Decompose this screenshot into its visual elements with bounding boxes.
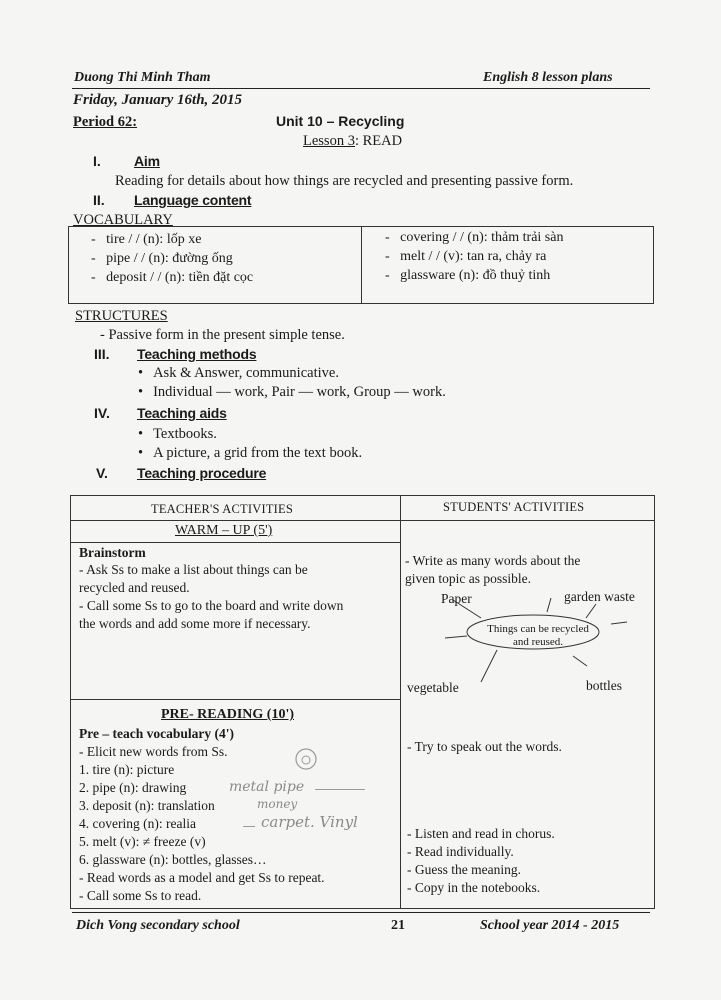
warmup-student-line: given topic as possible.: [405, 571, 531, 586]
lesson-label: Lesson 3: [303, 133, 355, 149]
subject-name: English 8 lesson plans: [483, 70, 613, 85]
warmup-teacher-line: the words and add some more if necessary.: [79, 616, 311, 631]
vocab-item-text: melt / / (v): tan ra, chảy ra: [400, 249, 547, 264]
author-name: Duong Thi Minh Tham: [74, 70, 211, 85]
page-number: 21: [391, 918, 405, 933]
aids-item: • A picture, a grid from the text book.: [138, 445, 362, 462]
lesson-title: [303, 133, 402, 150]
procedure-number: V.: [96, 465, 108, 481]
methods-heading: Teaching methods: [137, 346, 257, 362]
handwritten-dash: [315, 789, 365, 790]
preteach-item: 6. glassware (n): bottles, glasses…: [79, 852, 267, 867]
table-header-rule: [71, 520, 654, 521]
prereading-rule: [71, 699, 400, 700]
handwritten-note: metal pipe: [229, 779, 305, 795]
vocab-item-text: glassware (n): đồ thuỷ tinh: [400, 268, 551, 283]
vocab-item: - deposit / / (n): tiền đặt cọc: [91, 270, 254, 285]
vocab-item: - tire / / (n): lốp xe: [91, 232, 202, 247]
prereading-title: PRE- READING (10'): [161, 707, 294, 722]
footer-rule: [72, 912, 650, 913]
preteach-item: 3. deposit (n): translation: [79, 798, 215, 813]
word-map-center-line: and reused.: [512, 636, 564, 648]
aim-heading: Aim: [134, 153, 160, 169]
word-map-word: vegetable: [407, 680, 459, 695]
structures-label: STRUCTURES: [75, 308, 168, 324]
aids-item: • Textbooks.: [138, 426, 217, 443]
preteach-item: 2. pipe (n): drawing: [79, 780, 187, 795]
vocab-item: - glassware (n): đồ thuỷ tinh: [385, 268, 551, 283]
language-number: II.: [93, 192, 105, 208]
preteach-item: 4. covering (n): realia: [79, 816, 196, 831]
aids-number: IV.: [94, 405, 110, 421]
word-map-spoke: [573, 656, 587, 666]
handwritten-note: carpet. Vinyl: [261, 813, 358, 831]
preteach-item: - Call some Ss to read.: [79, 888, 202, 903]
table-column-divider: [400, 496, 401, 908]
vocab-item-text: tire / / (n): lốp xe: [106, 232, 202, 247]
word-map-spoke: [547, 598, 551, 612]
warmup-student-line: - Write as many words about the: [405, 553, 581, 568]
handwritten-note: money: [257, 797, 298, 811]
procedure-heading: Teaching procedure: [137, 465, 267, 481]
handwritten-circle-mark: [293, 746, 319, 772]
unit-title: Unit 10 – Recycling: [276, 113, 405, 129]
warmup-teacher-line: recycled and reused.: [79, 580, 190, 595]
vocab-item-text: covering / / (n): thảm trải sàn: [400, 230, 564, 245]
word-map-word: garden waste: [564, 589, 635, 604]
footer-school: Dich Vong secondary school: [76, 918, 240, 933]
preteach-item: 5. melt (v): ≠ freeze (v): [79, 834, 206, 849]
aim-text: Reading for details about how things are recycled and presenting passive form.: [115, 173, 574, 189]
brainstorm-label: Brainstorm: [79, 545, 146, 560]
vocab-item: - melt / / (v): tan ra, chảy ra: [385, 249, 547, 264]
vocab-item: - covering / / (n): thảm trải sàn: [385, 230, 564, 245]
preteach-item: - Read words as a model and get Ss to repeat.: [79, 870, 325, 885]
aim-number: I.: [93, 153, 101, 169]
aids-heading: Teaching aids: [137, 405, 227, 421]
vocabulary-divider: [361, 227, 362, 303]
header-rule: [72, 88, 650, 89]
vocabulary-table: [68, 226, 654, 304]
word-map-spoke: [481, 650, 497, 682]
word-map-center: [476, 623, 600, 649]
warmup-rule: [71, 542, 400, 543]
warmup-teacher-line: - Ask Ss to make a list about things can be: [79, 562, 308, 577]
student-activities-header: STUDENTS' ACTIVITIES: [443, 500, 585, 514]
language-heading: Language content: [134, 192, 252, 208]
prereading-student-line: - Copy in the notebooks.: [407, 880, 541, 895]
preteach-item: 1. tire (n): picture: [79, 762, 175, 777]
vocab-item-text: pipe / / (n): đường ống: [106, 251, 233, 266]
vocab-item-text: deposit / / (n): tiền đặt cọc: [106, 270, 254, 285]
word-map-center-line: Things can be recycled: [487, 623, 589, 635]
teacher-activities-header: TEACHER'S ACTIVITIES: [151, 502, 294, 516]
methods-number: III.: [94, 346, 110, 362]
word-map-word: Paper: [441, 591, 472, 606]
word-map-spoke: [611, 622, 627, 624]
methods-item: • Individual — work, Pair — work, Group — work.: [138, 384, 446, 401]
procedure-table: [70, 495, 655, 909]
word-map-spoke: [586, 604, 596, 618]
vocab-item: - pipe / / (n): đường ống: [91, 251, 233, 266]
prereading-student-line: - Listen and read in chorus.: [407, 826, 555, 841]
preteach-title: Pre – teach vocabulary (4'): [79, 726, 234, 741]
warmup-title: WARM – UP (5'): [175, 523, 273, 538]
word-map-word: bottles: [586, 678, 622, 693]
structure-item: - Passive form in the present simple tense.: [100, 327, 345, 343]
lesson-name: : READ: [354, 133, 403, 149]
methods-item: • Ask & Answer, communicative.: [138, 365, 339, 382]
prereading-student-line: - Read individually.: [407, 844, 514, 859]
prereading-student-line: - Guess the meaning.: [407, 862, 521, 877]
footer-year: School year 2014 - 2015: [480, 918, 620, 933]
vocabulary-label: VOCABULARY: [73, 212, 173, 228]
warmup-teacher-line: - Call some Ss to go to the board and write down: [79, 598, 344, 613]
prereading-student-line: - Try to speak out the words.: [407, 739, 562, 754]
preteach-item: - Elicit new words from Ss.: [79, 744, 228, 759]
handwritten-dash: [243, 826, 255, 827]
word-map-spoke: [445, 636, 467, 638]
period-label: Period 62:: [73, 114, 138, 130]
lesson-date: Friday, January 16th, 2015: [73, 92, 243, 108]
